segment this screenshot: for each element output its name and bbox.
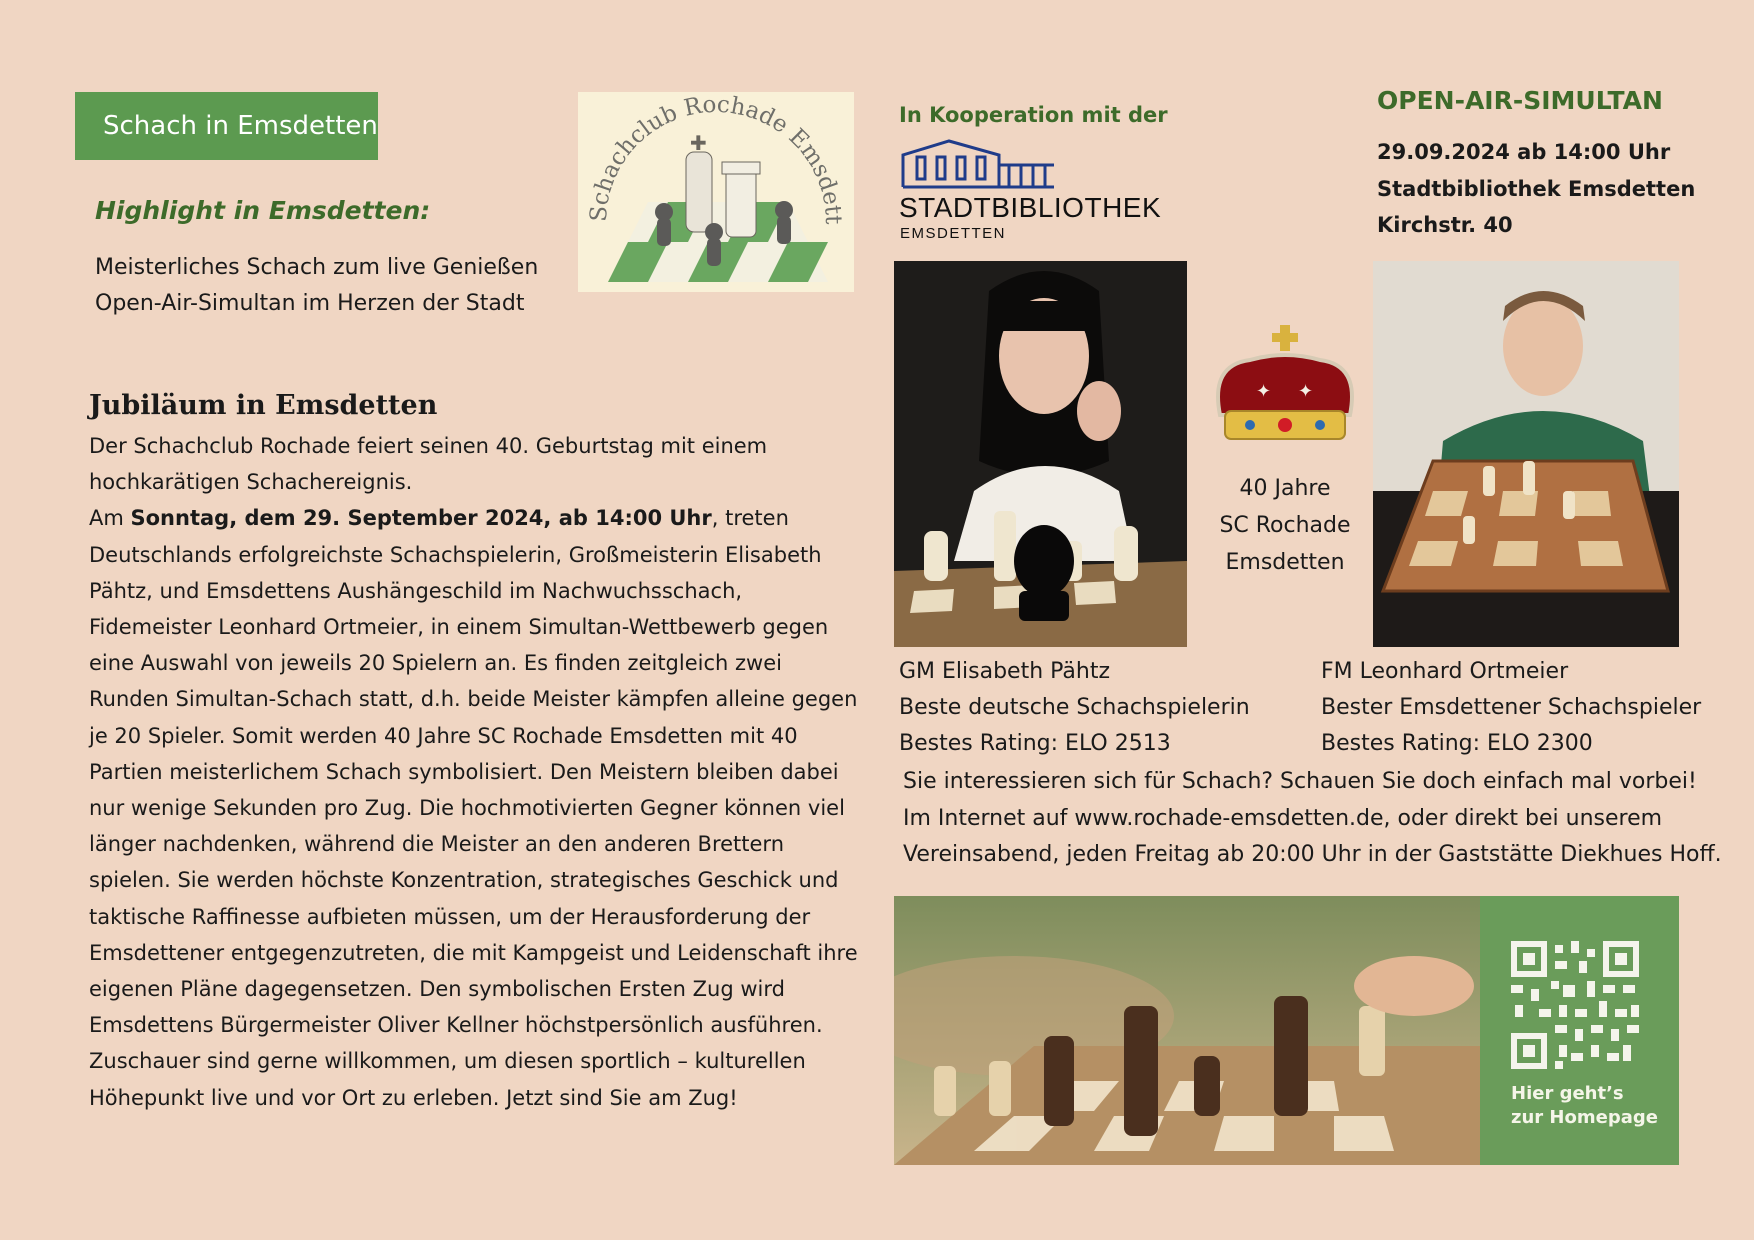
club-info-line-3: Vereinsabend, jeden Freitag ab 20:00 Uhr in der Gaststätte Diekhues Hoff. [903, 842, 1722, 867]
chess-rook-icon [722, 162, 760, 237]
photo-leonhard-ortmeier [1373, 261, 1679, 647]
crown-icon [1200, 325, 1370, 465]
player-name: GM Elisabeth Pähtz [899, 659, 1111, 684]
highlight-line-1: Meisterliches Schach zum live Genießen [95, 255, 539, 280]
crown-caption [1200, 470, 1370, 581]
club-info [903, 764, 1722, 874]
player-rating: Bestes Rating: ELO 2300 [1321, 731, 1593, 756]
crown-caption-line-1: 40 Jahre [1239, 476, 1331, 501]
cooperation-label: In Kooperation mit der [899, 103, 1168, 127]
club-logo [578, 92, 854, 292]
qr-caption-line-2: zur Homepage [1511, 1107, 1658, 1128]
library-name: STADTBIBLIOTHEK [899, 192, 1162, 223]
highlight-text [95, 250, 538, 322]
chess-king-icon [686, 131, 712, 232]
highlight-line-2: Open-Air-Simultan im Herzen der Stadt [95, 291, 525, 316]
crown-caption-line-2: SC Rochade [1219, 513, 1351, 538]
article-body [89, 428, 859, 1116]
header-tag: Schach in Emsdetten [75, 92, 378, 160]
player-title: Bester Emsdettener Schachspieler [1321, 695, 1702, 720]
player-title: Beste deutsche Schachspielerin [899, 695, 1250, 720]
club-info-line-1: Sie interessieren sich für Schach? Schauen Sie doch einfach mal vorbei! [903, 769, 1697, 794]
event-title: OPEN-AIR-SIMULTAN [1377, 86, 1663, 115]
article-main [89, 500, 859, 1115]
crown-caption-line-3: Emsdetten [1225, 550, 1345, 575]
player-card-ortmeier [1321, 654, 1701, 762]
article-lead-pre: Am [89, 506, 131, 531]
qr-code-icon[interactable] [1511, 941, 1639, 1069]
player-name: FM Leonhard Ortmeier [1321, 659, 1569, 684]
event-address: Kirchstr. 40 [1377, 213, 1513, 237]
svg-text:✦: ✦ [1256, 381, 1272, 402]
library-logo [899, 135, 1169, 243]
svg-text:✚: ✚ [690, 131, 707, 155]
player-rating: Bestes Rating: ELO 2513 [899, 731, 1171, 756]
highlight-title: Highlight in Emsdetten: [95, 196, 431, 225]
chess-piece-black-icon [1014, 525, 1074, 621]
club-info-line-2: Im Internet auf www.rochade-emsdetten.de, oder direkt bei unserem [903, 805, 1663, 831]
event-venue: Stadtbibliothek Emsdetten [1377, 177, 1696, 201]
chess-board-photo [894, 896, 1480, 1165]
svg-text:✦: ✦ [1298, 381, 1314, 402]
article-title: Jubiläum in Emsdetten [89, 390, 438, 421]
qr-caption[interactable] [1511, 1082, 1658, 1130]
player-card-paehtz [899, 654, 1250, 762]
article-intro: Der Schachclub Rochade feiert seinen 40. Geburtstag mit einem hochkarätigen Schachereignis. [89, 434, 768, 495]
article-lead-date: Sonntag, dem 29. September 2024, ab 14:00 Uhr [130, 506, 712, 531]
event-date: 29.09.2024 ab 14:00 Uhr [1377, 140, 1671, 164]
library-building-icon [903, 141, 1054, 187]
article-text: , treten Deutschlands erfolgreichste Schachspielerin, Großmeisterin Elisabeth Pähtz, und Emsdettens Aushängeschild im Nachwuchsschach, Fidemeister Leonhard Ortmeier, in einem Simultan-Wettbewerb gegen eine Auswahl von jeweils 20 Spielern an. Es finden zeitgleich zwei Runden Simultan-Schach statt, d.h. beide Meister kämpfen alleine gegen je 20 Spieler. Somit werden 40 Jahre SC Rochade Emsdetten mit 40 Partien meisterlichem Schach symbolisiert. Den Meistern bleiben dabei nur wenige Sekunden pro Zug. Die hochmotivierten Gegner können viel länger nachdenken, während die Meister an den anderen Brettern spielen. Sie werden höchste Konzentration, strategisches Geschick und taktische Raffinesse aufbieten müssen, um der Herausforderung der Emsdettener entgegenzutreten, die mit Kampgeist und Leidenschaft ihre eigenen Pläne dagegensetzen. Den symbolischen Ersten Zug wird Emsdettens Bürgermeister Oliver Kellner höchstpersönlich ausführen. Zuschauer sind gerne willkommen, um diesen sportlich – kulturellen Höhepunkt live und vor Ort zu erleben. Jetzt sind Sie am Zug! [89, 506, 858, 1110]
photo-elisabeth-paehtz [894, 261, 1187, 647]
qr-caption-line-1: Hier geht’s [1511, 1083, 1624, 1104]
library-city: EMSDETTEN [900, 225, 1007, 242]
logo-text: Schachclub Rochade Emsdett [585, 92, 847, 225]
qr-panel[interactable] [1480, 896, 1679, 1165]
